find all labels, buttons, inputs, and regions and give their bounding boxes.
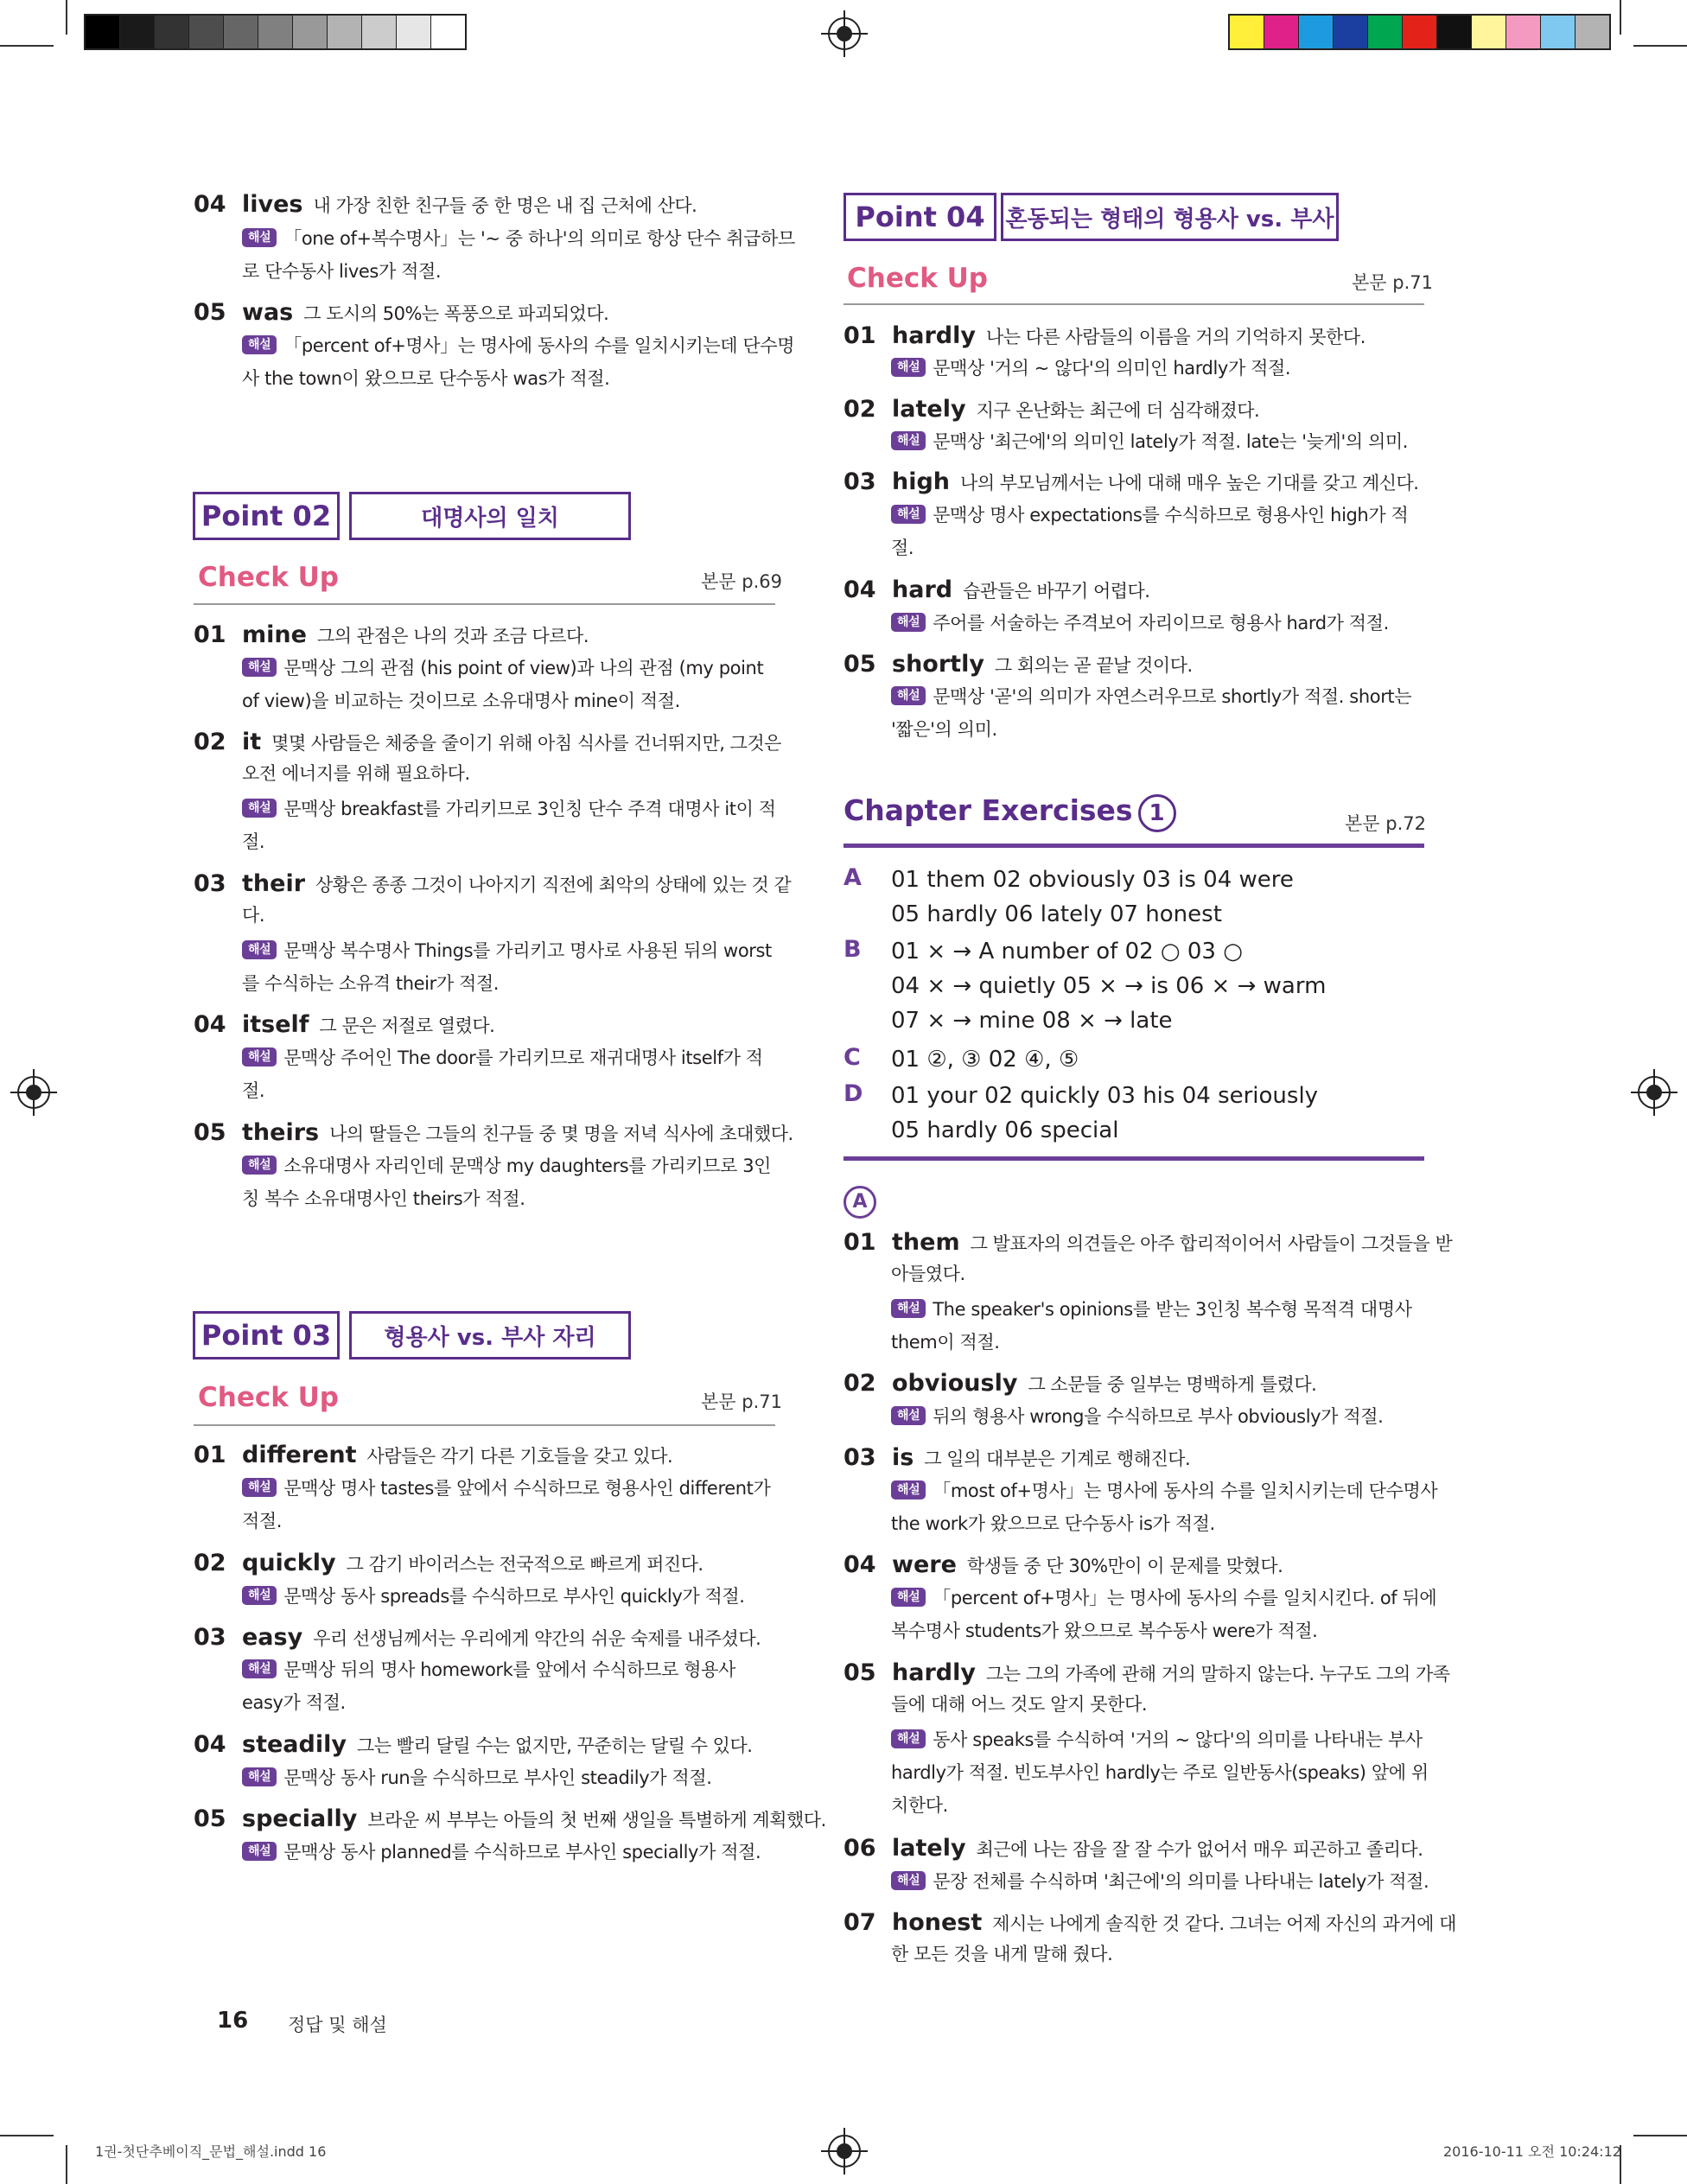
- explanation-badge: 해설: [891, 613, 926, 632]
- explanation: 해설 「percent of+명사」는 명사에 동사의 수를 일치시킨다. of 뒤에: [891, 1582, 1436, 1614]
- calibration-swatch: [1541, 16, 1576, 48]
- calibration-swatch: [1437, 16, 1472, 48]
- calibration-swatch: [1576, 16, 1609, 48]
- explanation-badge: 해설: [242, 1767, 277, 1786]
- calibration-swatch: [431, 16, 465, 48]
- explanation-line: '짧은'의 의미.: [891, 719, 997, 740]
- explanation: 해설 「most of+명사」는 명사에 동사의 수를 일치시키는데 단수명사: [891, 1474, 1437, 1507]
- explanation: 해설 문맥상 동사 planned를 수식하므로 부사인 specially가 적절.: [242, 1836, 761, 1869]
- answer-item: 02 quickly 그 감기 바이러스는 전국적으로 빠르게 퍼진다.: [194, 1550, 703, 1576]
- explanation-line: 를 수식하는 소유격 their가 적절.: [242, 973, 500, 994]
- chapter-exercises-heading: Chapter Exercises 1: [844, 793, 1176, 832]
- calibration-swatch: [328, 16, 362, 48]
- answer-item: 01 hardly 나는 다른 사람들의 이름을 거의 기억하지 못한다.: [844, 322, 1366, 349]
- explanation: 해설 문맥상 주어인 The door를 가리키므로 재귀대명사 itself가 적: [242, 1041, 763, 1074]
- explanation-badge: 해설: [891, 1729, 926, 1748]
- answer-line: 01 × → A number of 02 ○ 03 ○: [891, 939, 1243, 965]
- explanation-badge: 해설: [242, 228, 277, 247]
- registration-mark-right: [1638, 1076, 1671, 1109]
- answer-line: 07 × → mine 08 × → late: [891, 1008, 1173, 1034]
- explanation-badge: 해설: [891, 1871, 926, 1890]
- point-04-title: 혼동되는 형태의 형용사 vs. 부사: [1001, 193, 1339, 241]
- calibration-swatch: [1334, 16, 1368, 48]
- explanation-line: the work가 왔으므로 단수동사 is가 적절.: [891, 1513, 1215, 1534]
- explanation: 해설 동사 speaks를 수식하여 '거의 ~ 않다'의 의미를 나타내는 부사: [891, 1723, 1423, 1756]
- explanation: 해설 문장 전체를 수식하며 '최근에'의 의미를 나타내는 lately가 적절.: [891, 1865, 1429, 1898]
- explanation-badge: 해설: [242, 1156, 277, 1175]
- calibration-swatch: [1299, 16, 1334, 48]
- explanation-line: easy가 적절.: [242, 1692, 346, 1713]
- answer-item: 01 them 그 발표자의 의견들은 아주 합리적이어서 사람들이 그것들을 받: [844, 1229, 1453, 1256]
- answer-group-letter: D: [844, 1080, 863, 1107]
- answer-item: 05 specially 브라운 씨 부부는 아들의 첫 번째 생일을 특별하게 계획했다.: [194, 1805, 826, 1832]
- check-up-heading: Check Up: [198, 562, 339, 593]
- explanation-line: 절.: [242, 831, 265, 852]
- explanation: 해설 문맥상 '거의 ~ 않다'의 의미인 hardly가 적절.: [891, 352, 1290, 385]
- divider-purple: [844, 844, 1424, 848]
- point-02-label: Point 02: [193, 492, 340, 540]
- explanation: 해설 「percent of+명사」는 명사에 동사의 수를 일치시키는데 단수명: [242, 329, 794, 362]
- calibration-swatch: [155, 16, 189, 48]
- explanation-badge: 해설: [242, 658, 277, 677]
- explanation: 해설 문맥상 명사 expectations를 수식하므로 형용사인 high가 적: [891, 499, 1408, 532]
- answer-item: 01 mine 그의 관점은 나의 것과 조금 다르다.: [194, 621, 589, 648]
- answer-line: 05 hardly 06 special: [891, 1117, 1119, 1143]
- explanation-badge: 해설: [242, 1586, 277, 1605]
- chapter-number-circle: 1: [1138, 794, 1176, 832]
- translation-line: 아들였다.: [891, 1264, 965, 1284]
- registration-mark-top: [828, 17, 861, 50]
- answer-group-letter: A: [844, 864, 862, 891]
- check-up-heading: Check Up: [847, 263, 988, 294]
- answer-group-letter: B: [844, 936, 862, 963]
- answer-line: 01 them 02 obviously 03 is 04 were: [891, 867, 1294, 893]
- section-label: 정답 및 해설: [288, 2015, 387, 2035]
- explanation-line: them이 적절.: [891, 1332, 1000, 1353]
- answer-item: 05 hardly 그는 그의 가족에 관해 거의 말하지 않는다. 누구도 그의 가족: [844, 1659, 1450, 1686]
- answer-line: 04 × → quietly 05 × → is 06 × → warm: [891, 973, 1327, 999]
- explanation-badge: 해설: [242, 1047, 277, 1067]
- answer-item: 01 different 사람들은 각기 다른 기호들을 갖고 있다.: [194, 1442, 673, 1468]
- explanation-line: 적절.: [242, 1511, 283, 1531]
- explanation: 해설 문맥상 '최근에'의 의미인 lately가 적절. late는 '늦게'의 의미.: [891, 425, 1408, 458]
- explanation-line: 절.: [242, 1080, 265, 1101]
- page-reference: 본문 p.71: [701, 1391, 782, 1412]
- calibration-swatch: [1403, 16, 1437, 48]
- calibration-swatch: [1368, 16, 1403, 48]
- explanation: 해설 소유대명사 자리인데 문맥상 my daughters를 가리키므로 3인: [242, 1149, 771, 1182]
- section-a-marker: A: [844, 1186, 876, 1219]
- answer-item: 04 itself 그 문은 저절로 열렸다.: [194, 1011, 495, 1038]
- explanation-badge: 해설: [891, 1480, 926, 1500]
- answer-item: 04 were 학생들 중 단 30%만이 이 문제를 맞혔다.: [844, 1551, 1283, 1578]
- explanation-badge: 해설: [242, 799, 277, 818]
- divider: [844, 303, 1424, 305]
- explanation: 해설 The speaker's opinions를 받는 3인칭 복수형 목적격 대명사: [891, 1293, 1412, 1326]
- translation-line: 한 모든 것을 내게 말해 줬다.: [891, 1944, 1113, 1964]
- page-reference: 본문 p.71: [1352, 272, 1433, 293]
- answer-item: 04 hard 습관들은 바꾸기 어렵다.: [844, 576, 1150, 603]
- calibration-swatch: [1506, 16, 1541, 48]
- answer-item: 03 easy 우리 선생님께서는 우리에게 약간의 쉬운 숙제를 내주셨다.: [194, 1624, 761, 1651]
- explanation-badge: 해설: [242, 1478, 277, 1497]
- color-calibration-bar: [1228, 14, 1611, 50]
- calibration-swatch: [86, 16, 120, 48]
- explanation-line: hardly가 적절. 빈도부사인 hardly는 주로 일반동사(speaks) 앞에 위: [891, 1762, 1429, 1783]
- divider: [194, 603, 775, 605]
- explanation-badge: 해설: [242, 1659, 277, 1678]
- answer-item: 06 lately 최근에 나는 잠을 잘 잘 수가 없어서 매우 피곤하고 졸리다.: [844, 1835, 1423, 1862]
- explanation: 해설 뒤의 형용사 wrong을 수식하므로 부사 obviously가 적절.: [891, 1400, 1383, 1433]
- file-slug: 1권-첫단추베이직_문법_해설.indd 16: [95, 2143, 327, 2160]
- explanation: 해설 문맥상 '곧'의 의미가 자연스러우므로 shortly가 적절. short는: [891, 680, 1411, 713]
- explanation-line: of view)을 비교하는 것이므로 소유대명사 mine이 적절.: [242, 691, 680, 711]
- answer-item: 05 theirs 나의 딸들은 그들의 친구들 중 몇 명을 저녁 식사에 초대했다.: [194, 1119, 793, 1146]
- calibration-swatch: [293, 16, 328, 48]
- page-number: 16: [217, 2008, 249, 2034]
- explanation: 해설 문맥상 동사 run을 수식하므로 부사인 steadily가 적절.: [242, 1761, 711, 1794]
- explanation-badge: 해설: [891, 358, 926, 377]
- answer-line: 01 ②, ③ 02 ④, ⑤: [891, 1047, 1079, 1073]
- explanation-line: 복수명사 students가 왔으므로 복수동사 were가 적절.: [891, 1620, 1318, 1641]
- answer-line: 05 hardly 06 lately 07 honest: [891, 901, 1222, 927]
- calibration-swatch: [1264, 16, 1299, 48]
- calibration-swatch: [120, 16, 155, 48]
- answer-item: 07 honest 제시는 나에게 솔직한 것 같다. 그녀는 어제 자신의 과거에 대: [844, 1909, 1456, 1936]
- explanation: 해설 문맥상 복수명사 Things를 가리키고 명사로 사용된 뒤의 worst: [242, 934, 772, 967]
- calibration-swatch: [362, 16, 397, 48]
- answer-item: 04 steadily 그는 빨리 달릴 수는 없지만, 꾸준히는 달릴 수 있다.: [194, 1731, 753, 1758]
- calibration-swatch: [397, 16, 431, 48]
- answer-line: 01 your 02 quickly 03 his 04 seriously: [891, 1083, 1319, 1109]
- explanation-line: 로 단수동사 lives가 적절.: [242, 261, 442, 282]
- point-04-label: Point 04: [844, 193, 996, 241]
- point-03-label: Point 03: [193, 1311, 340, 1359]
- explanation: 해설 문맥상 그의 관점 (his point of view)과 나의 관점 (my point: [242, 652, 763, 684]
- explanation-line: 치한다.: [891, 1795, 948, 1816]
- translation-line: 다.: [242, 905, 265, 926]
- page-reference: 본문 p.72: [1345, 813, 1426, 834]
- explanation-badge: 해설: [891, 1588, 926, 1607]
- calibration-swatch: [189, 16, 224, 48]
- answer-item: 02 it 몇몇 사람들은 체중을 줄이기 위해 아침 식사를 건너뛰지만, 그것은: [194, 729, 781, 755]
- explanation: 해설 주어를 서술하는 주격보어 자리이므로 형용사 hard가 적절.: [891, 607, 1389, 640]
- explanation-badge: 해설: [891, 686, 926, 705]
- explanation-badge: 해설: [891, 1299, 926, 1318]
- answer-item: 05 was 그 도시의 50%는 폭풍으로 파괴되었다.: [194, 299, 609, 326]
- date-slug: 2016-10-11 오전 10:24:12: [1443, 2143, 1621, 2160]
- calibration-swatch: [224, 16, 258, 48]
- answer-item: 04 lives 내 가장 친한 친구들 중 한 명은 내 집 근처에 산다.: [194, 191, 697, 218]
- explanation-badge: 해설: [891, 1406, 926, 1425]
- answer-item: 02 obviously 그 소문들 중 일부는 명백하게 틀렸다.: [844, 1370, 1317, 1397]
- explanation-badge: 해설: [891, 505, 926, 524]
- gray-calibration-bar: [84, 14, 467, 50]
- explanation-badge: 해설: [242, 940, 277, 959]
- translation-line: 들에 대해 어느 것도 알지 못한다.: [891, 1694, 1148, 1715]
- explanation-line: 칭 복수 소유대명사인 theirs가 적절.: [242, 1188, 525, 1209]
- explanation-badge: 해설: [242, 335, 277, 354]
- explanation-line: 절.: [891, 538, 914, 558]
- explanation: 해설 「one of+복수명사」는 '~ 중 하나'의 의미로 항상 단수 취급하므: [242, 222, 795, 255]
- explanation: 해설 문맥상 동사 spreads를 수식하므로 부사인 quickly가 적절.: [242, 1580, 745, 1613]
- translation-line: 오전 에너지를 위해 필요하다.: [242, 763, 470, 784]
- calibration-swatch: [1472, 16, 1506, 48]
- calibration-swatch: [258, 16, 293, 48]
- page-reference: 본문 p.69: [701, 571, 782, 592]
- answer-item: 03 their 상황은 종종 그것이 나아지기 직전에 최악의 상태에 있는 것 같: [194, 870, 792, 897]
- explanation-line: 사 the town이 왔으므로 단수동사 was가 적절.: [242, 368, 610, 389]
- divider: [194, 1424, 775, 1426]
- divider-purple: [844, 1156, 1424, 1161]
- answer-group-letter: C: [844, 1044, 861, 1071]
- explanation: 해설 문맥상 뒤의 명사 homework를 앞에서 수식하므로 형용사: [242, 1653, 735, 1686]
- answer-item: 05 shortly 그 회의는 곧 끝날 것이다.: [844, 651, 1193, 678]
- calibration-swatch: [1230, 16, 1264, 48]
- explanation-badge: 해설: [242, 1842, 277, 1861]
- answer-item: 02 lately 지구 온난화는 최근에 더 심각해졌다.: [844, 396, 1260, 423]
- point-03-title: 형용사 vs. 부사 자리: [349, 1311, 631, 1359]
- registration-mark-bottom: [828, 2135, 861, 2168]
- answer-item: 03 is 그 일의 대부분은 기계로 행해진다.: [844, 1444, 1191, 1471]
- point-02-title: 대명사의 일치: [349, 492, 631, 540]
- explanation-badge: 해설: [891, 431, 926, 450]
- explanation: 해설 문맥상 명사 tastes를 앞에서 수식하므로 형용사인 different가: [242, 1472, 770, 1505]
- registration-mark-left: [17, 1076, 50, 1109]
- answer-item: 03 high 나의 부모님께서는 나에 대해 매우 높은 기대를 갖고 계신다.: [844, 468, 1419, 495]
- check-up-heading: Check Up: [198, 1382, 339, 1413]
- explanation: 해설 문맥상 breakfast를 가리키므로 3인칭 단수 주격 대명사 it이 적: [242, 793, 776, 825]
